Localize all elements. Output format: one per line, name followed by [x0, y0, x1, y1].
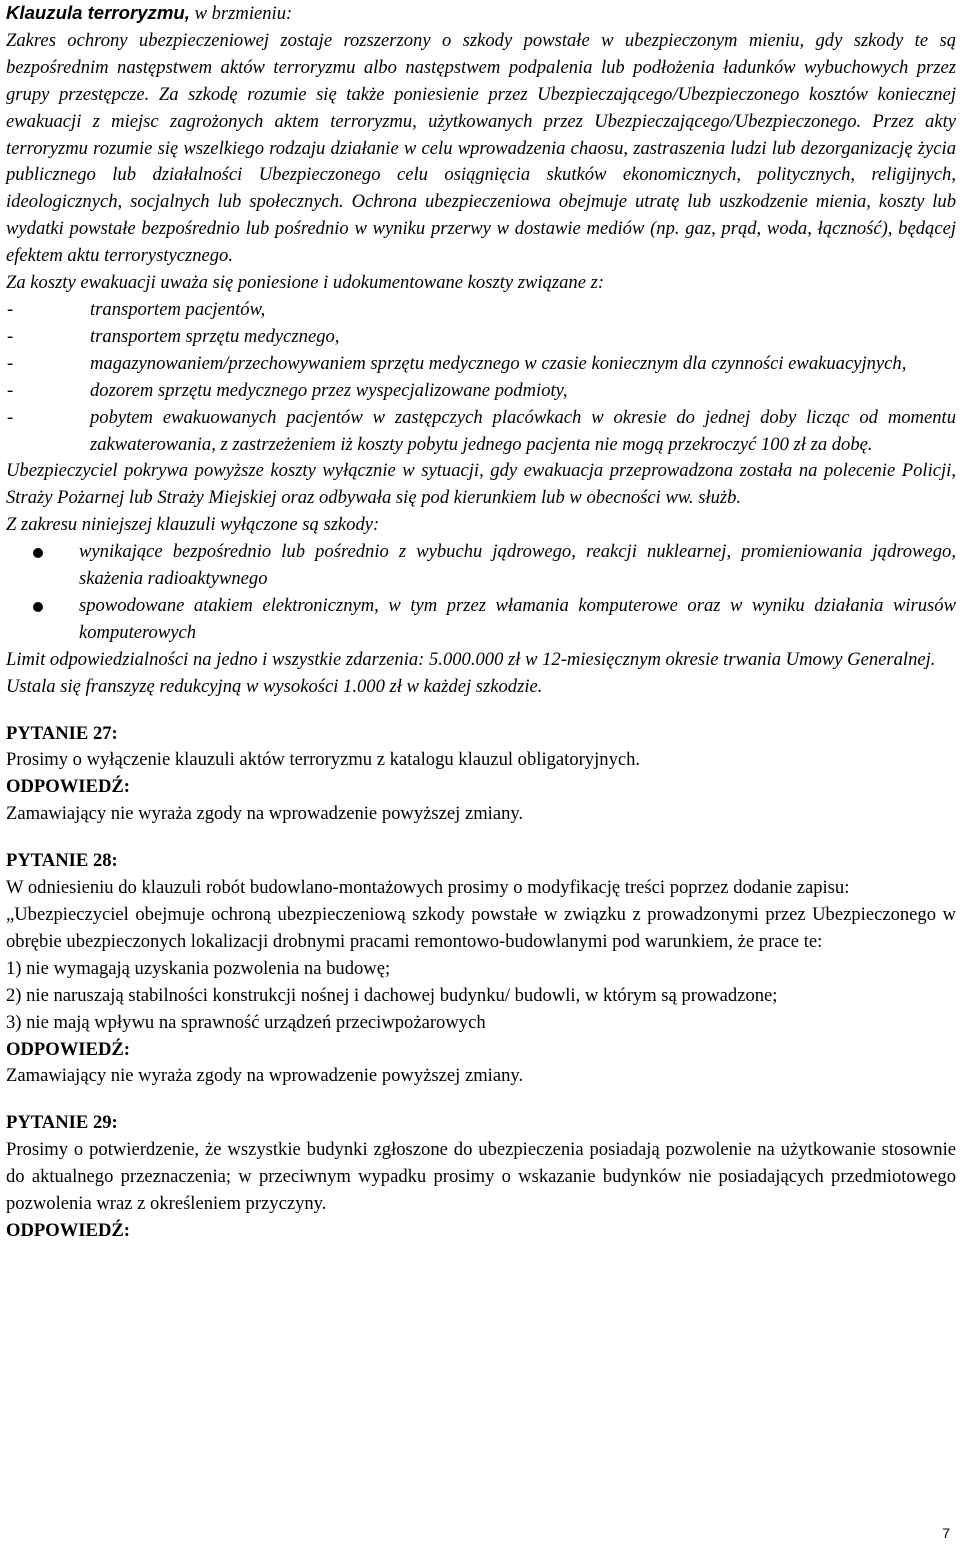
- question-27-label: PYTANIE 27:: [6, 722, 118, 744]
- clause-paragraph-1: Zakres ochrony ubezpieczeniowej zostaje rozszerzony o szkody powstałe w ubezpieczonym mieniu, gdy szkody te są bezpośrednim następstwem aktów terroryzmu albo następstwem podpalenia lub podłożenia ładunków wybuchowych przez grupy przestępcze. Za szkodę rozumie się także poniesienie przez Ubezpieczającego/Ubezpieczonego kosztów koniecznej ewakuacji z miejsc zagrożonych aktem terroryzmu, użytkowanych przez Ubezpieczającego/Ubezpieczonego. Przez akty terroryzmu rozumie się wszelkiego rodzaju działanie w celu wprowadzenia chaosu, zastraszenia ludzi lub dezorganizację życia publicznego lub działalności Ubezpieczonego celu osiągnięcia skutków ekonomicznych, politycznych, religijnych, ideologicznych, socjalnych lub społecznych. Ochrona ubezpieczeniowa obejmuje utratę lub uszkodzenie mienia, koszty lub wydatki powstałe bezpośrednio lub pośrednio w wyniku przerwy w dostawie mediów (np. gaz, prąd, woda, łączność), będącej efektem aktu terrorystycznego.: [6, 29, 956, 267]
- exclusions-intro: Z zakresu niniejszej klauzuli wyłączone są szkody:: [6, 514, 380, 536]
- exclusions-list: [6, 539, 956, 647]
- evacuation-costs-intro: Za koszty ewakuacji uważa się poniesione i udokumentowane koszty związane z:: [6, 272, 605, 294]
- question-28-label: PYTANIE 28:: [6, 850, 118, 872]
- deductible: Ustala się franszyzę redukcyjną w wysokości 1.000 zł w każdej szkodzie.: [6, 675, 543, 697]
- clause-title-suffix: w brzmieniu:: [189, 3, 293, 24]
- list-item: - magazynowaniem/przechowywaniem sprzętu medycznego w czasie koniecznym dla czynności ewakuacyjnych,: [7, 352, 907, 374]
- question-28-item-2: 2) nie naruszają stabilności konstrukcji nośnej i dachowej budynku/ budowli, w którym są prowadzone;: [6, 984, 778, 1006]
- bullet-icon: [33, 548, 43, 558]
- question-28-item-1: 1) nie wymagają uzyskania pozwolenia na budowę;: [6, 957, 391, 979]
- list-item: spowodowane atakiem elektronicznym, w tym przez włamania komputerowe oraz w wyniku działania wirusów komputerowych: [6, 593, 956, 647]
- answer-27-text: Zamawiający nie wyraża zgody na wprowadzenie powyższej zmiany.: [6, 803, 524, 825]
- liability-limit: Limit odpowiedzialności na jedno i wszystkie zdarzenia: 5.000.000 zł w 12-miesięcznym okresie trwania Umowy Generalnej.: [6, 648, 936, 670]
- bullet-icon: [33, 602, 43, 612]
- answer-28-text: Zamawiający nie wyraża zgody na wprowadzenie powyższej zmiany.: [6, 1065, 524, 1087]
- clause-heading: [6, 0, 956, 28]
- answer-28-label: ODPOWIEDŹ:: [6, 1038, 130, 1060]
- evacuation-costs-list: [6, 297, 956, 458]
- document-page: [6, 0, 956, 1245]
- clause-title: Klauzula terroryzmu,: [6, 2, 190, 23]
- list-item: - transportem pacjentów,: [7, 298, 266, 320]
- page-number: 7: [942, 1525, 950, 1541]
- answer-29-label: ODPOWIEDŹ:: [6, 1219, 130, 1241]
- question-28-quote: „Ubezpieczyciel obejmuje ochroną ubezpieczeniową szkody powstałe w związku z prowadzonymi przez Ubezpieczonego w obrębie ubezpieczonych lokalizacji drobnymi pracami remontowo-budowlanymi pod warunkiem, że prace te:: [6, 904, 956, 952]
- question-29-text: Prosimy o potwierdzenie, że wszystkie budynki zgłoszone do ubezpieczenia posiadają pozwolenie na użytkowanie stosownie do aktualnego przeznaczenia; w przeciwnym wypadku prosimy o wskazanie budynków nie posiadających przedmiotowego pozwolenia wraz z określeniem przyczyny.: [6, 1139, 956, 1215]
- list-item: wynikające bezpośrednio lub pośrednio z wybuchu jądrowego, reakcji nuklearnej, promieniowania jądrowego, skażenia radioaktywnego: [6, 539, 956, 593]
- question-28-item-3: 3) nie mają wpływu na sprawność urządzeń przeciwpożarowych: [6, 1011, 486, 1033]
- question-27-text: Prosimy o wyłączenie klauzuli aktów terroryzmu z katalogu klauzul obligatoryjnych.: [6, 749, 641, 771]
- question-29-label: PYTANIE 29:: [6, 1112, 118, 1134]
- list-item: - dozorem sprzętu medycznego przez wyspecjalizowane podmioty,: [7, 379, 568, 401]
- clause-paragraph-3: Ubezpieczyciel pokrywa powyższe koszty wyłącznie w sytuacji, gdy ewakuacja przeprowadzona została na polecenie Policji, Straży Pożarnej lub Straży Miejskiej oraz odbywała się pod kierunkiem lub w obecności ww. służb.: [6, 460, 956, 509]
- question-28-text: W odniesieniu do klauzuli robót budowlano-montażowych prosimy o modyfikację treści poprzez dodanie zapisu:: [6, 877, 850, 899]
- list-item: - transportem sprzętu medycznego,: [7, 325, 340, 347]
- list-item: - pobytem ewakuowanych pacjentów w zastępczych placówkach w okresie do jednej doby licząc od momentu zakwaterowania, z zastrzeżeniem iż koszty pobytu jednego pacjenta nie mogą przekroczyć 100 zł za dobę.: [7, 406, 956, 455]
- answer-27-label: ODPOWIEDŹ:: [6, 776, 130, 798]
